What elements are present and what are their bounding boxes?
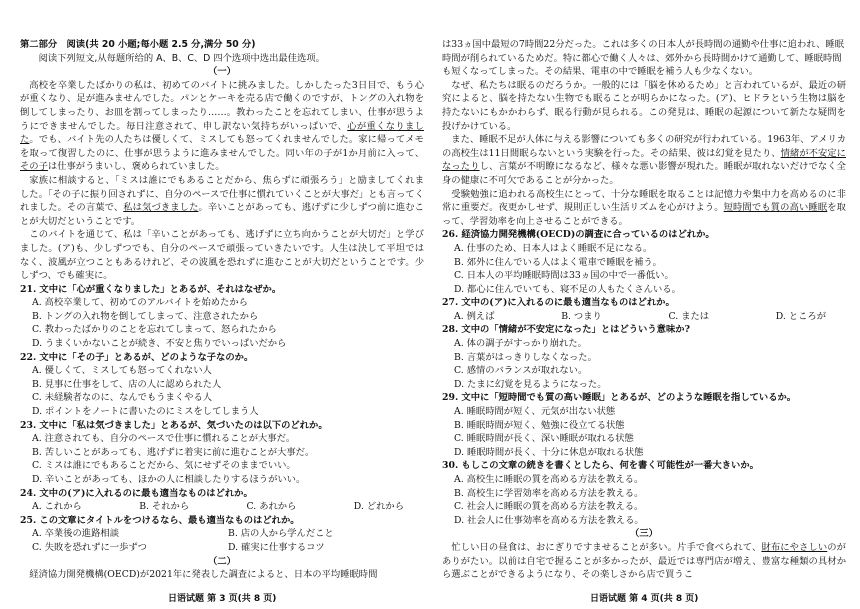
q26-option-b: B. 郊外に住んでいる人はよく電車で睡眠を補う。	[454, 256, 662, 268]
right-page	[442, 38, 846, 586]
q29-option-d: D. 睡眠時間が長く、十分に休息が取れる状態	[454, 446, 644, 458]
q27-option-c: C. または	[668, 310, 710, 322]
left-page	[20, 38, 424, 586]
q27-option-b: B. つまり	[561, 310, 602, 322]
q21-option-d: D. うまくいかないことが続き、不安と焦りでいっぱいだから	[32, 338, 287, 350]
q22-option-b: B. 見事に仕事をして、店の人に認められた人	[32, 378, 222, 390]
q24-option-d: D. どれから	[353, 501, 404, 513]
q24-option-c: C. あれから	[246, 501, 297, 513]
passage-1-paragraph-2: 家族に相談すると、「ミスは誰にでもあることだから、焦らずに頑張ろう」と励ましてくれました。「その子に振り回されずに、自分のペースで仕事に慣れていくことが大事だ」とも言ってくれました。その言葉で、私は気づきました。辛いことがあっても、逃げずに少しずつ前に進むことが大切だということです。	[20, 174, 424, 227]
q27-options	[442, 310, 846, 324]
q30-option-a: A. 高校生に睡眠の質を高める方法を教える。	[454, 474, 644, 485]
passage-2-paragraph-4: 受験勉強に追われる高校生にとって、十分な睡眠を取ることは記憶力や集中力を高めるのに非常に重要だ。夜更かしせず、規則正しい生活リズムを心がけよう。短時間でも質の高い睡眠を取って、学習効率を向上させることができる。	[442, 188, 846, 227]
page-footer-left: 日语试题 第 3 页(共 8 页)	[168, 594, 277, 604]
q27-option-a: A. 例えば	[454, 310, 495, 322]
q22-option-c: C. 未経験者なのに、なんでもうまくやる人	[32, 392, 213, 404]
q23-option-d: D. 辛いことがあっても、ほかの人に相談したりするほうがいい。	[32, 474, 306, 485]
q24-options	[20, 500, 424, 514]
q26-option-d: D. 都心に住んでいても、寝不足の人もたくさんいる。	[454, 283, 681, 295]
q25-option-b: B. 店の人から学んだこと	[228, 528, 334, 540]
q21-option-b: B. トングの入れ物を倒してしまって、注意されたから	[32, 310, 259, 322]
passage-2-paragraph-start: 経済協力開発機構(OECD)が2021年に発表した調査によると、日本の平均睡眠時間	[29, 569, 378, 581]
q25-option-d: D. 確実に仕事するコツ	[228, 541, 325, 553]
q26-option-a: A. 仕事のため、日本人はよく睡眠不足になる。	[454, 242, 653, 254]
q25-option-a: A. 卒業後の進路相談	[32, 528, 119, 540]
q28-option-c: C. 感情のバランスが取れない。	[454, 365, 588, 377]
q30-option-d: D. 社会人に仕事効率を高める方法を教える。	[454, 514, 644, 526]
q22-option-a: A. 優しくて、ミスしても怒ってくれない人	[32, 365, 212, 377]
passage-1-paragraph-1: 高校を卒業したばかりの私は、初めてのバイトに挑みました。しかしたった3日目で、もう心が重くなり、足が進みませんでした。パンとケーキを売る店で働くのですが、トングの入れ物を倒してしまったり、お皿を割ってしまったり……。教わったことを忘れてしまい、仕事が思うようにできませんでした。毎日注意されて、申し訳ない気持ちがいっぱいで、心が重くなりました。でも、バイト先の人たちは優しくて、ミスしても怒ってくれませんでした。家に帰ってメモを取って復習したのに、仕事が思うように進みませんでした。同い年の子が1か月前に入って、その子は仕事がうまいし、褒められていました。	[20, 79, 424, 173]
q29-option-a: A. 睡眠時間が短く、元気が出ない状態	[454, 406, 616, 418]
q26-option-c: C. 日本人の平均睡眠時間は33ヵ国の中で一番低い。	[454, 270, 674, 282]
question-21: 21. 文中に「心が重くなりました」とあるが、それはなぜか。	[20, 283, 282, 295]
question-23: 23. 文中に「私は気づきました」とあるが、気づいたのは以下のどれか。	[20, 419, 328, 431]
q23-option-b: B. 苦しいことがあっても、逃げずに着実に前に進むことが大事だ。	[32, 446, 315, 458]
q28-option-d: D. たまに幻覚を見るようになった。	[454, 378, 607, 390]
page-footer-right: 日语试题 第 4 页(共 8 页)	[590, 594, 699, 604]
q27-option-d: D. ところが	[775, 310, 826, 322]
passage-2-paragraph-1: は33ヵ国中最短の7時間22分だった。これは多くの日本人が長時間の通勤や仕事に追われ、睡眠時間が削られているためだ。特に都心で働く人々は、郊外から長時間かけて通勤して、睡眠時間も短くなってしまった。その結果、電車の中で睡眠を補う人も少なくない。	[442, 39, 845, 78]
section-title: 第二部分 阅读(共 20 小题;每小题 2.5 分,满分 50 分)	[20, 39, 256, 50]
question-24: 24. 文中の(ア)に入れるのに最も適当なものはどれか。	[20, 487, 253, 499]
q25-options	[20, 527, 424, 554]
q21-option-c: C. 教わったばかりのことを忘れてしまって、怒られたから	[32, 324, 277, 336]
q29-option-b: B. 睡眠時間が短く、勉強に役立てる状態	[454, 419, 625, 431]
passage-3-heading: （三）	[630, 528, 658, 540]
passage-1-paragraph-3: このバイトを通じて、私は「辛いことがあっても、逃げずに立ち向かうことが大切だ」と学びました。(ア)も、少しずつでも、自分のペースで頑張っていきたいです。人生は決して平坦ではなく、波風が立つこともあるけれど、その波風を恐れずに進むことが大切だということです。少しずつ、でも確実に。	[20, 229, 424, 282]
q21-option-a: A. 高校卒業して、初めてのアルバイトを始めたから	[32, 297, 248, 309]
passage-3-paragraph-1: 忙しい日の昼食は、おにぎりですませることが多い。片手で食べられて、財布にやさしいのがありがたい。以前は自宅で握ることが多かったが、最近では専門店が増え、豊富な種類の具材から選ぶことができるようになり、その楽しさから店で買うこ	[442, 541, 846, 581]
question-30: 30. もしこの文章の続きを書くとしたら、何を書く可能性が一番大きいか。	[442, 460, 759, 472]
q24-option-a: A. これから	[32, 501, 82, 513]
q23-option-c: C. ミスは誰にでもあることだから、気にせずそのままでいい。	[32, 460, 296, 472]
question-27: 27. 文中の(ア)に入れるのに最も適当なものはどれか。	[442, 297, 675, 309]
passage-2-paragraph-2: なぜ、私たちは眠るのだろうか。一般的には「脳を休めるため」と言われているが、最近の研究によると、脳を持たない生物でも眠ることが明らかになった。(ア)、ヒドラという生物は脳を持たないにもかかわらず、眠る行動が見られる。この発見は、睡眠の起源について新たな疑問を投げかけている。	[442, 79, 846, 132]
q28-option-b: B. 言葉がはっきりしなくなった。	[454, 351, 597, 363]
question-28: 28. 文中の「情緒が不安定になった」とはどういう意味か?	[442, 324, 690, 336]
q29-option-c: C. 睡眠時間が長く、深い睡眠が取れる状態	[454, 433, 634, 445]
q30-option-c: C. 社会人に睡眠の質を高める方法を教える。	[454, 501, 644, 513]
q30-option-b: B. 高校生に学習効率を高める方法を教える。	[454, 487, 644, 499]
passage-2-paragraph-3: また、睡眠不足が人体に与える影響についても多くの研究が行われている。1963年、アメリカの高校生は11日間眠らないという実験を行った。その結果、彼は幻覚を見たり、情緒が不安定になったりし、言葉が不明瞭になるなど、様々な悪い影響が現れた。睡眠が取れないだけでなく全身の健康に不可欠であることが分かった。	[442, 134, 846, 186]
q25-option-c: C. 失敗を恐れずに一歩ずつ	[32, 541, 147, 553]
question-22: 22. 文中に「その子」とあるが、どのような子なのか。	[20, 351, 254, 363]
passage-2-heading: （二）	[208, 555, 236, 567]
q23-option-a: A. 注意されても、自分のペースで仕事に慣れることが大事だ。	[32, 433, 296, 445]
question-26: 26. 経済協力開発機構(OECD)の調査に合っているのはどれか。	[442, 229, 715, 241]
q28-option-a: A. 体の調子がすっかり崩れた。	[454, 338, 587, 350]
passage-1-heading: （一）	[208, 66, 236, 78]
question-29: 29. 文中に「短時間でも質の高い睡眠」とあるが、どのような睡眠を指しているか。	[442, 392, 797, 404]
question-25: 25. この文章にタイトルをつけるなら、最も適当なものはどれか。	[20, 514, 300, 526]
instruction: 阅读下列短文,从每题所给的 A、B、C、D 四个选项中选出最佳选项。	[38, 52, 325, 64]
q22-option-d: D. ポイントをノートに書いたのにミスをしてしまう人	[32, 406, 259, 418]
q24-option-b: B. それから	[139, 501, 190, 513]
